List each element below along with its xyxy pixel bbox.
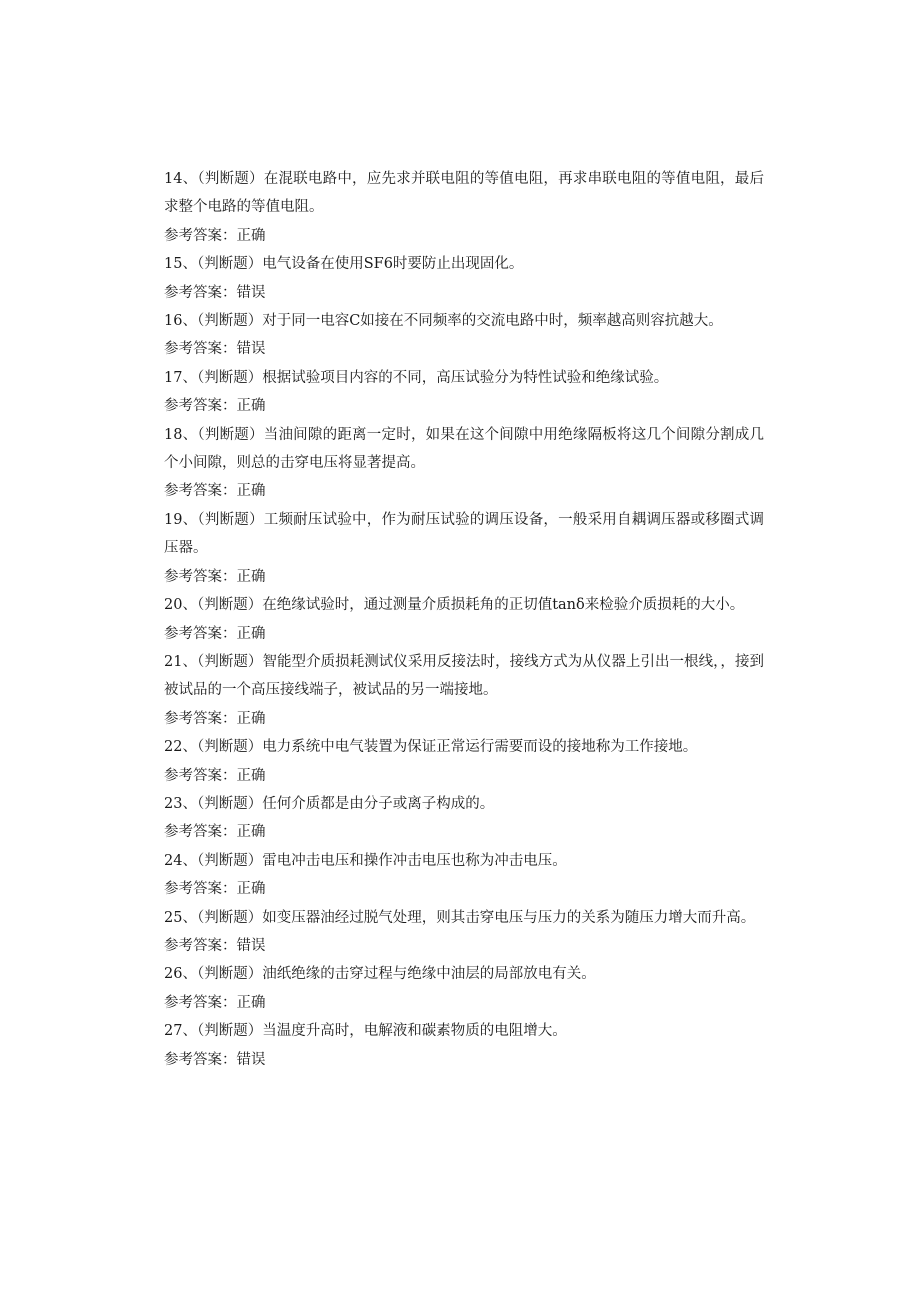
question-text: 27、（判断题）当温度升高时，电解液和碳素物质的电阻增大。 xyxy=(164,1023,567,1040)
answer-text: 参考答案：正确 xyxy=(164,824,266,841)
answer-text: 参考答案：正确 xyxy=(164,625,266,642)
answer-text: 参考答案：错误 xyxy=(164,1051,266,1068)
question-item xyxy=(164,960,764,1017)
question-item xyxy=(164,421,764,506)
question-item xyxy=(164,591,764,648)
answer-text: 参考答案：正确 xyxy=(164,881,266,898)
question-item xyxy=(164,847,764,904)
answer-text: 参考答案：正确 xyxy=(164,227,266,244)
question-text: 20、（判断题）在绝缘试验时，通过测量介质损耗角的正切值tanδ来检验介质损耗的大小。 xyxy=(164,597,745,614)
question-item xyxy=(164,648,764,733)
question-text: 19、（判断题）工频耐压试验中，作为耐压试验的调压设备，一般采用自耦调压器或移圈式调压器。 xyxy=(164,511,764,557)
question-item xyxy=(164,904,764,961)
answer-text: 参考答案：正确 xyxy=(164,767,266,784)
question-text: 14、（判断题）在混联电路中，应先求并联电阻的等值电阻，再求串联电阻的等值电阻，最后求整个电路的等值电阻。 xyxy=(164,171,764,216)
answer-text: 参考答案：正确 xyxy=(164,398,266,415)
answer-text: 参考答案：正确 xyxy=(164,710,266,727)
question-item xyxy=(164,250,764,307)
question-text: 16、（判断题）对于同一电容C如接在不同频率的交流电路中时，频率越高则容抗越大。 xyxy=(164,313,723,330)
question-text: 15、（判断题）电气设备在使用SF6时要防止出现固化。 xyxy=(164,256,524,273)
answer-text: 参考答案：正确 xyxy=(164,568,266,585)
question-text: 26、（判断题）油纸绝缘的击穿过程与绝缘中油层的局部放电有关。 xyxy=(164,966,596,983)
question-list xyxy=(164,165,764,1074)
answer-text: 参考答案：错误 xyxy=(164,341,266,358)
question-text: 25、（判断题）如变压器油经过脱气处理，则其击穿电压与压力的关系为随压力增大而升高。 xyxy=(164,909,756,926)
question-text: 18、（判断题）当油间隙的距离一定时，如果在这个间隙中用绝缘隔板将这几个间隙分割成几个小间隙，则总的击穿电压将显著提高。 xyxy=(164,426,764,472)
question-item xyxy=(164,364,764,421)
question-item xyxy=(164,165,764,250)
question-text: 21、（判断题）智能型介质损耗测试仪采用反接法时，接线方式为从仪器上引出一根线，，接到被试品的一个高压接线端子，被试品的另一端接地。 xyxy=(164,653,764,699)
answer-text: 参考答案：正确 xyxy=(164,483,266,500)
question-item xyxy=(164,1017,764,1074)
question-item xyxy=(164,506,764,591)
question-item xyxy=(164,790,764,847)
question-text: 24、（判断题）雷电冲击电压和操作冲击电压也称为冲击电压。 xyxy=(164,852,567,869)
question-item xyxy=(164,733,764,790)
question-text: 22、（判断题）电力系统中电气装置为保证正常运行需要而设的接地称为工作接地。 xyxy=(164,739,698,756)
answer-text: 参考答案：错误 xyxy=(164,937,266,954)
question-item xyxy=(164,307,764,364)
question-text: 23、（判断题）任何介质都是由分子或离子构成的。 xyxy=(164,795,495,812)
question-text: 17、（判断题）根据试验项目内容的不同，高压试验分为特性试验和绝缘试验。 xyxy=(164,369,669,386)
answer-text: 参考答案：错误 xyxy=(164,284,266,301)
answer-text: 参考答案：正确 xyxy=(164,994,266,1011)
